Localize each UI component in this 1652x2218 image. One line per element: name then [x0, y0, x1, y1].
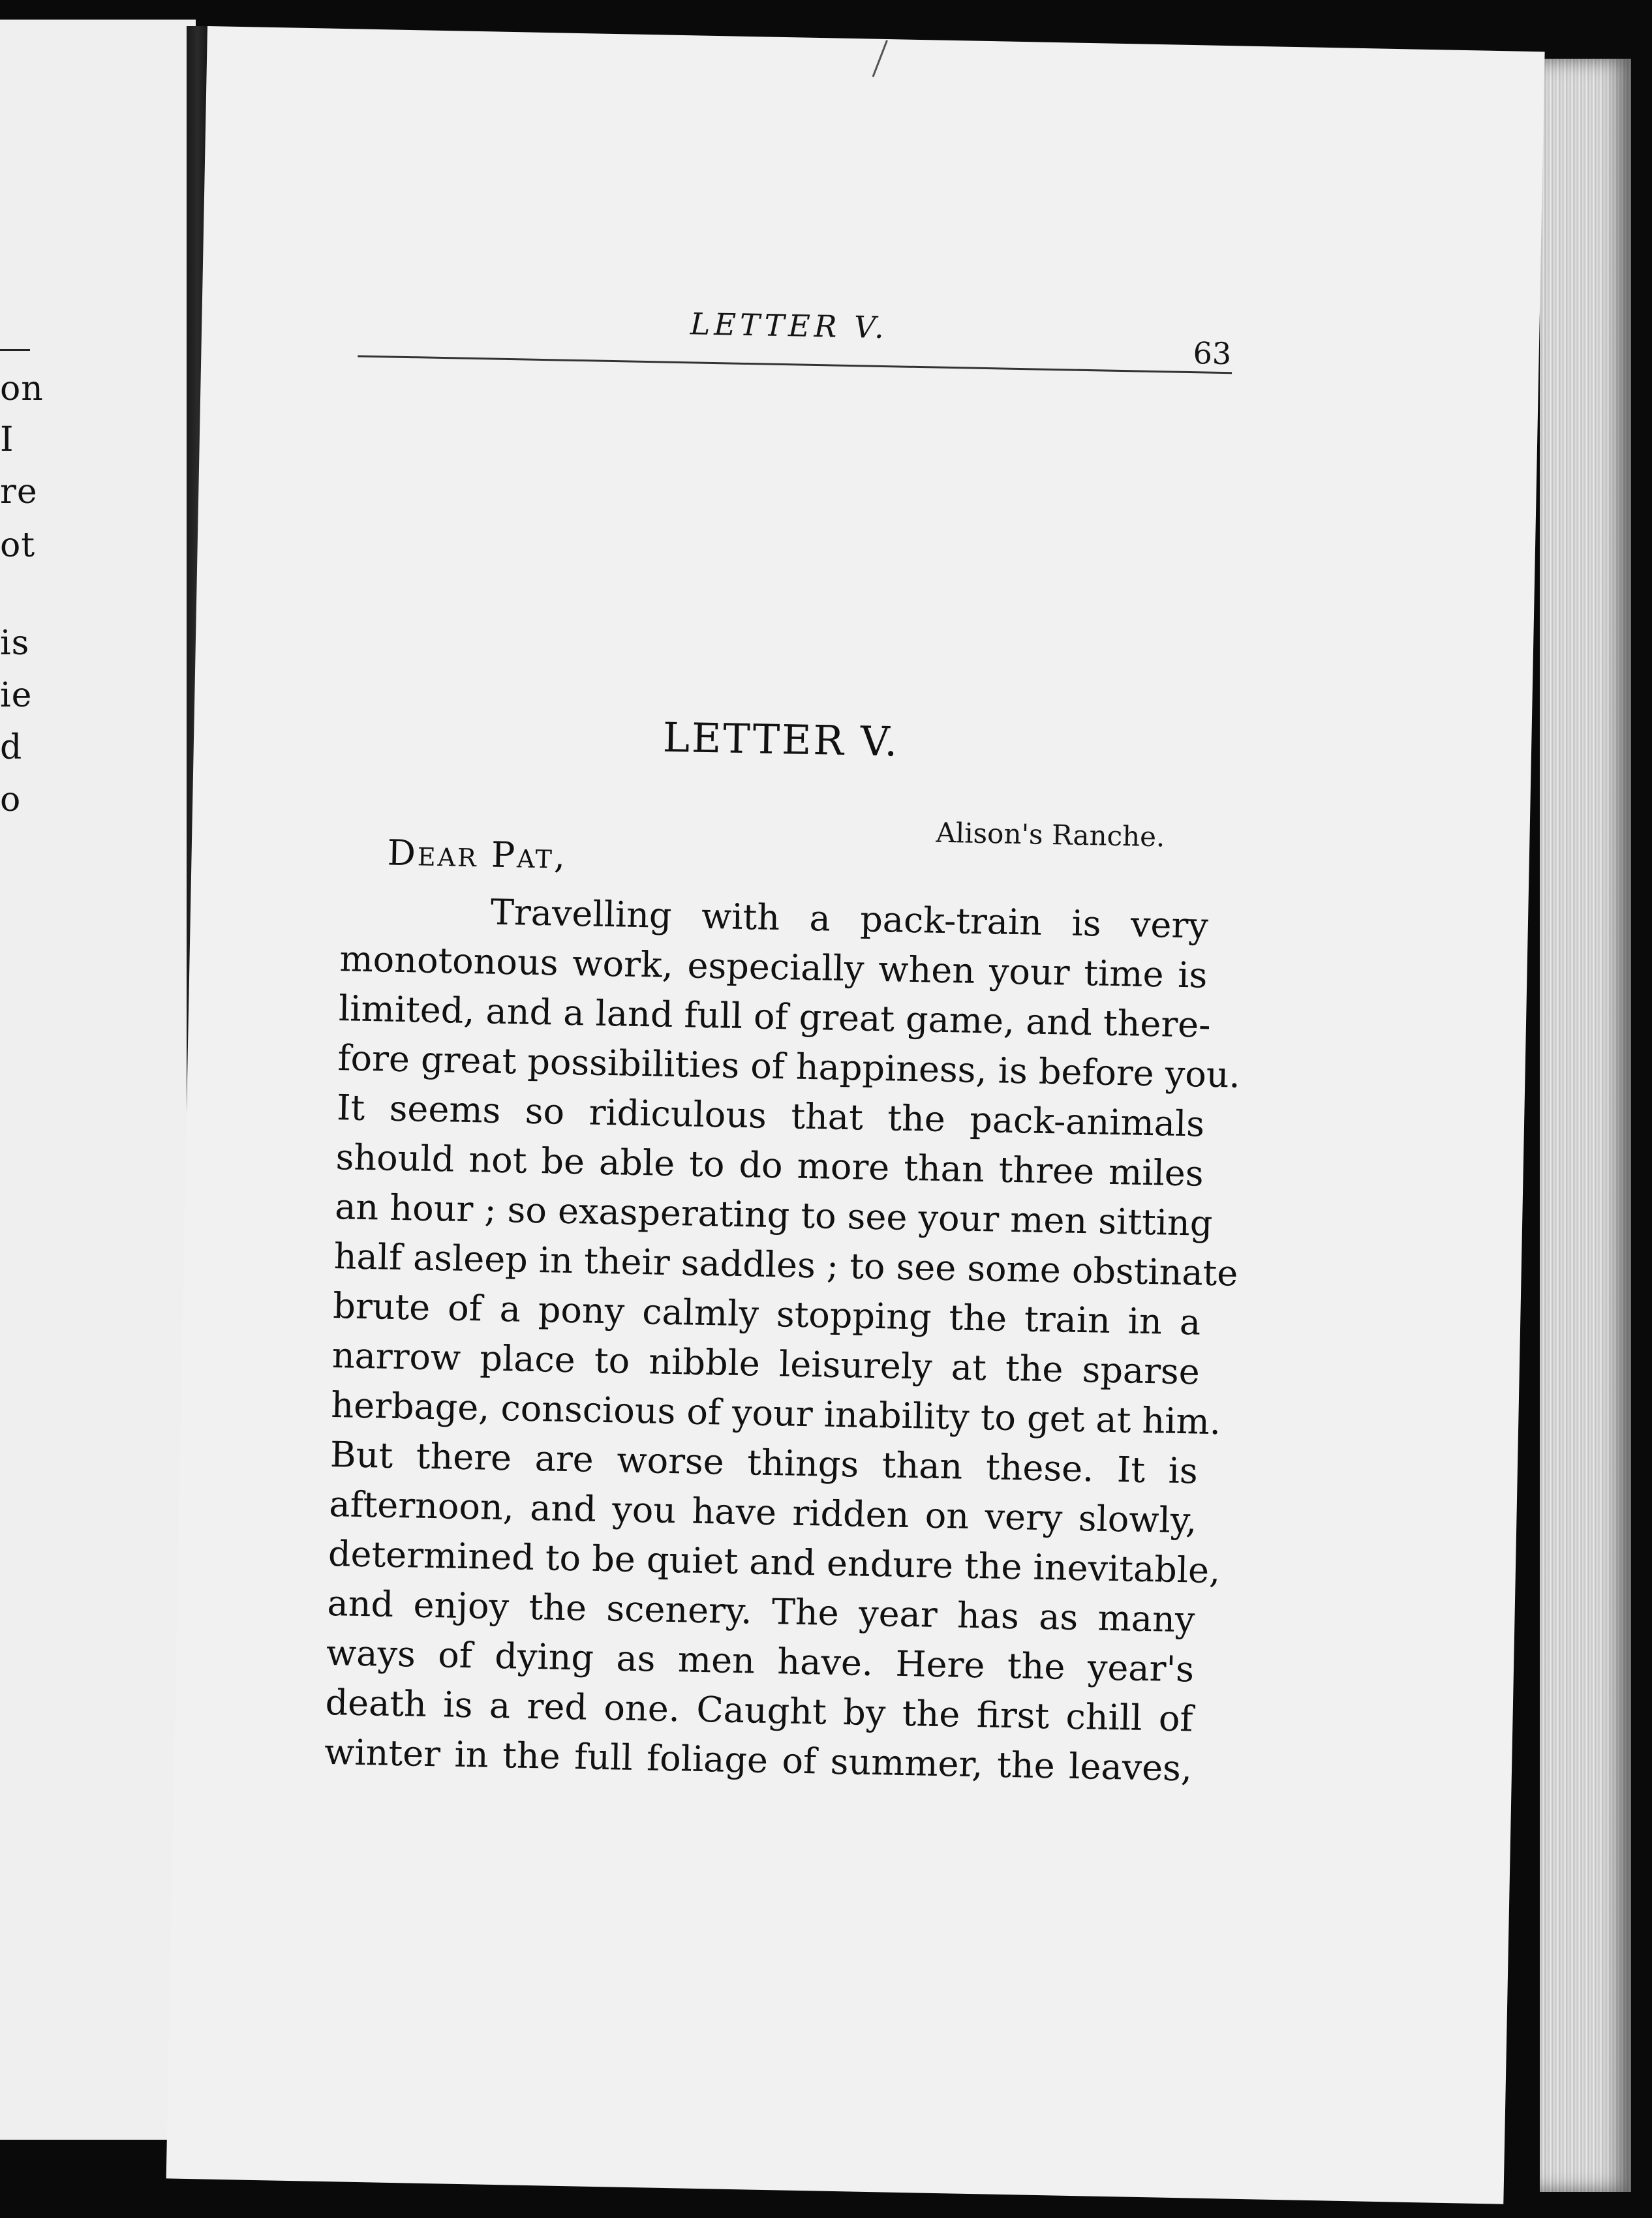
page-edges — [1540, 59, 1631, 2192]
left-page-fragment: on — [0, 369, 44, 408]
header-rule — [358, 356, 1232, 374]
left-facing-page — [0, 20, 196, 2140]
left-page-fragment: o — [0, 780, 22, 819]
body-line: Travelling with a pack-train is very — [490, 891, 1209, 947]
letter-place: Alison's Ranche. — [936, 816, 1165, 853]
body-line: But there are worse things than these. It is — [329, 1434, 1199, 1492]
book-page — [166, 26, 1545, 2204]
body-line: herbage, conscious of your inability to get at him. — [330, 1384, 1221, 1443]
left-page-fragment: d — [0, 728, 23, 767]
left-page-fragment: re — [0, 472, 38, 511]
left-page-fragment: I — [0, 420, 14, 459]
page-crease — [872, 40, 888, 77]
left-page-fragment: is — [0, 624, 30, 663]
body-line: determined to be quiet and endure the inevitable, — [328, 1532, 1221, 1592]
body-line: fore great possibilities of happiness, is before you. — [337, 1037, 1241, 1096]
left-page-fragment: ie — [0, 676, 33, 715]
salutation: Dear Pat, — [387, 832, 568, 877]
left-page-fragment: ot — [0, 526, 36, 565]
body-line: death is a red one. Caught by the first chill of — [325, 1681, 1194, 1740]
body-line: should not be able to do more than three miles — [335, 1136, 1204, 1194]
body-line: narrow place to nibble leisurely at the sparse — [331, 1335, 1201, 1393]
running-head: LETTER V. — [690, 306, 889, 346]
body-line: half asleep in their saddles ; to see some obstinate — [333, 1236, 1238, 1294]
body-line: It seems so ridiculous that the pack-animals — [336, 1087, 1205, 1145]
body-line: monotonous work, especially when your time is — [339, 938, 1208, 996]
left-page-rule — [0, 349, 30, 351]
body-line: and enjoy the scenery. The year has as many — [327, 1582, 1195, 1641]
body-line: brute of a pony calmly stopping the train in a — [332, 1285, 1201, 1343]
body-line: ways of dying as men have. Here the year's — [326, 1632, 1195, 1690]
body-line: limited, and a land full of great game, and there- — [338, 988, 1212, 1046]
page-number: 63 — [1193, 335, 1232, 372]
letter-body — [324, 885, 1241, 1793]
body-line: afternoon, and you have ridden on very slowly, — [328, 1483, 1197, 1542]
body-line: winter in the full foliage of summer, the leaves, — [324, 1731, 1193, 1789]
letter-title: LETTER V. — [662, 713, 900, 766]
body-line: an hour ; so exasperating to see your men sitting — [334, 1186, 1213, 1244]
